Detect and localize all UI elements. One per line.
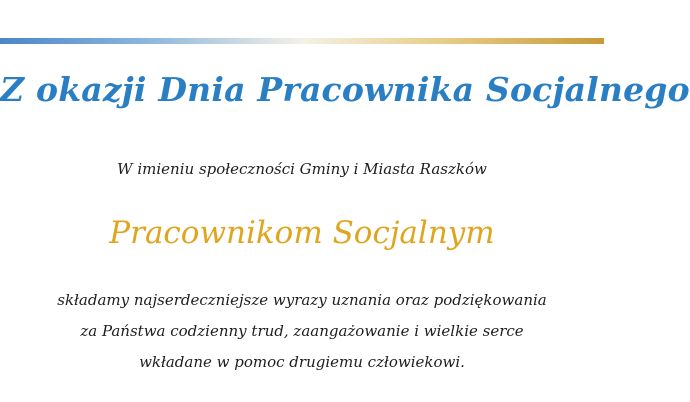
message-line: wkładane w pomoc drugiemu człowiekowi. <box>139 353 465 371</box>
page-title: Z okazji Dnia Pracownika Socjalnego <box>0 70 690 109</box>
decorative-gradient-rule <box>0 38 604 44</box>
intro-line: W imieniu społeczności Gminy i Miasta Raszków <box>117 160 487 178</box>
message-line: składamy najserdeczniejsze wyrazy uznania oraz podziękowania <box>57 291 547 309</box>
recipient-heading: Pracownikom Socjalnym <box>109 215 495 251</box>
message-body <box>0 288 604 381</box>
message-line: za Państwa codzienny trud, zaangażowanie i wielkie serce <box>80 322 524 340</box>
